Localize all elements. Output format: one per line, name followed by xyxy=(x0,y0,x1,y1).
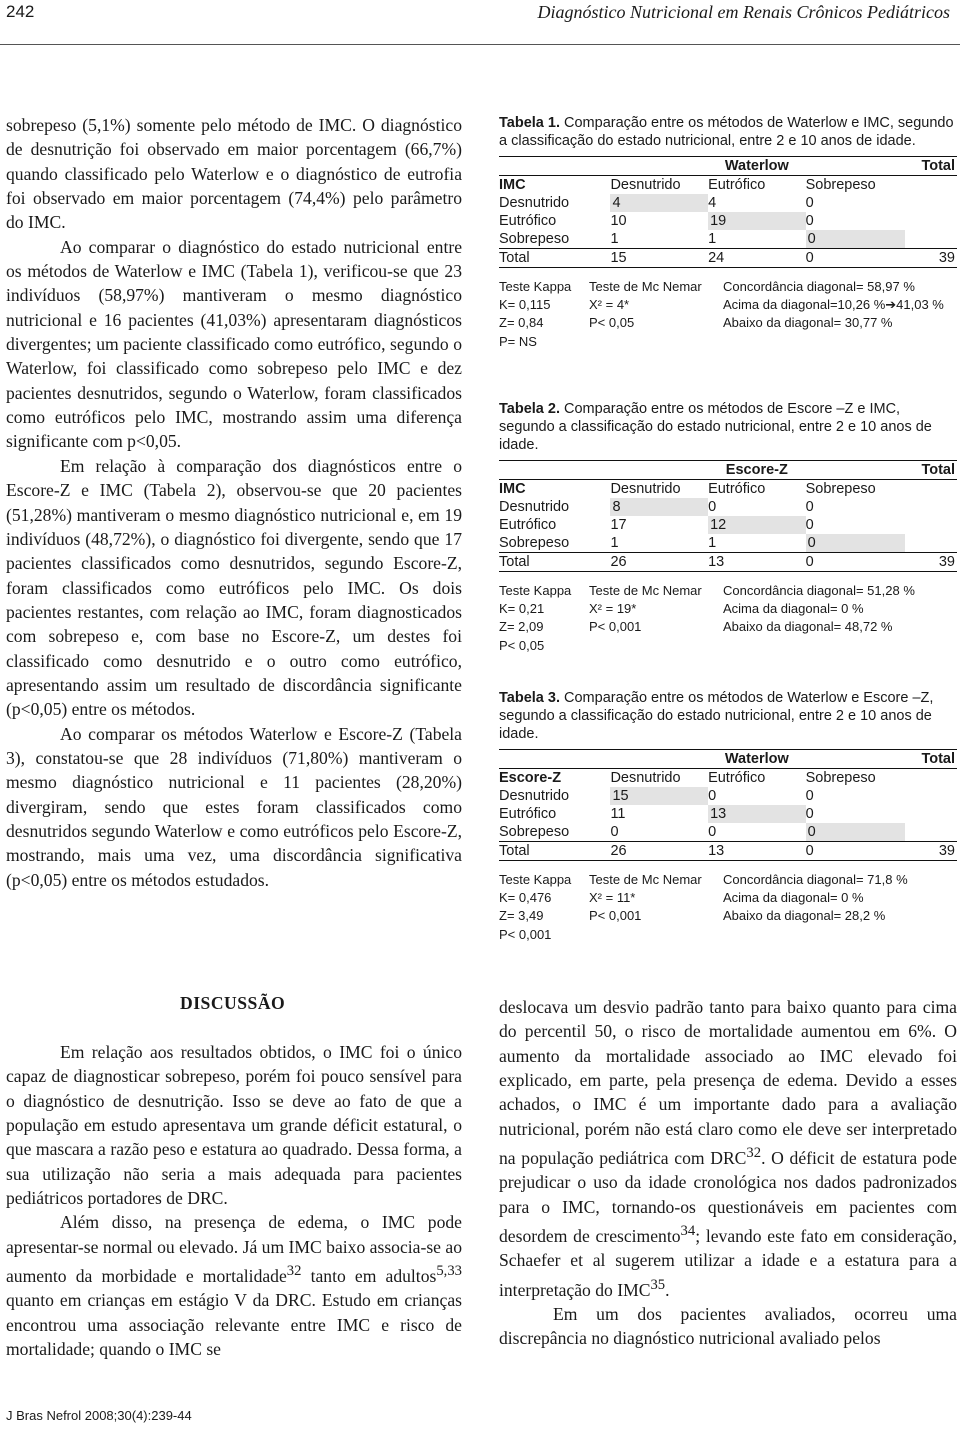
paragraph: Em relação aos resultados obtidos, o IMC foi o único capaz de diagnosticar sobrepeso, porém foi pouco sensível para o diagnóstico de desnutrição. Isso se deve ao fato de que a população em estudo apresentava um grande déficit estatural, o que mascara a razão peso e estatura ao quadrado. Dessa forma, a sua utilização não seria a mais adequada para pacientes pediátricos portadores de DRC. xyxy=(6,1042,462,1209)
row-group-header: IMC xyxy=(499,176,610,195)
discussion-left-column xyxy=(6,1040,462,1361)
statistics-block: Teste Kappa Teste de Mc Nemar Concordância diagonal= 71,8 % K= 0,476 X² = 11* Acima da diagonal= 0 % Z= 3,49 P< 0,001 Abaixo da diagonal= 28,2 % P< 0,001 xyxy=(499,872,908,942)
discussion-right-column xyxy=(499,995,957,1350)
contingency-table xyxy=(499,156,957,268)
contingency-table xyxy=(499,460,957,572)
paragraph: Além disso, na presença de edema, o IMC pode apresentar-se normal ou elevado. Já um IMC baixo associa-se ao aumento da morbidade e mortalidade$^{32}$ tanto em adultos$^{5,33}$ quanto em crianças em estágio V da DRC. Estudo em crianças encontrou uma associação relevante entre IMC e risco de mortalidade; quando o IMC se xyxy=(6,1212,462,1359)
total-row: Total 26 13 0 39 xyxy=(499,554,955,570)
table-1 xyxy=(499,114,957,351)
paragraph: Em relação à comparação dos diagnósticos entre o Escore-Z e IMC (Tabela 2), observou-se que 20 pacientes (51,28%) mantiveram o mesmo diagnóstico nutricional e, em 19 indivíduos (48,72%), o diagnóstico foi divergente, sendo que 17 pacientes classificados como desnutridos, segundo Escore-Z, foram classificados como eutróficos pelo IMC. Os dois pacientes restantes, com relação ao IMC, foram diagnosticados com sobrepeso e, com base no Escore-Z, um destes foi classificado como desnutrido e o outro como eutrófico, apresentando assim um resultado de discordância significante (p<0,05) entre os métodos. xyxy=(6,455,462,720)
paragraph: Ao comparar os métodos Waterlow e Escore-Z (Tabela 3), constatou-se que 28 indivíduos (71,80%) mantiveram o mesmo diagnóstico nutricional e 11 pacientes (28,20%) divergiram, sendo que estes foram classificados como desnutridos segundo Waterlow e como eutróficos pelo Escore-Z, mostrando, mais uma vez, uma discordância significativa (p<0,05) entre os métodos estudados. xyxy=(6,723,462,890)
table-3 xyxy=(499,689,957,944)
paragraph: sobrepeso (5,1%) somente pelo método de IMC. O diagnóstico de desnutrição foi observado em maior porcentagem (66,7%) quando classificado pelo Waterlow e o diagnóstico de eutrofia foi observado em maior porcentagem (74,4%) pelo parâmetro do IMC. xyxy=(6,115,462,233)
table-row: Desnutrido 15 0 0 xyxy=(499,788,814,804)
citation-superscript: 5,33 xyxy=(436,1263,462,1280)
column-header: Desnutrido xyxy=(610,769,708,788)
column-header: Eutrófico xyxy=(708,480,806,499)
table-row: Eutrófico 10 19 0 xyxy=(499,213,814,229)
table-caption: Tabela 1. Comparação entre os métodos de Waterlow e IMC, segundo a classificação do estado nutricional, entre 2 e 10 anos de idade. xyxy=(499,115,954,149)
column-group-header: Escore-Z xyxy=(708,461,806,480)
total-header: Total xyxy=(905,461,957,480)
results-text-column xyxy=(6,113,462,892)
paragraph: Ao comparar o diagnóstico do estado nutricional entre os métodos de Waterlow e IMC (Tabela 1), verificou-se que 23 indivíduos (58,97%) mantiveram o mesmo diagnóstico nutricional e 16 pacientes (41,03%) apresentaram diagnósticos divergentes; um paciente classificado como eutrófico, segundo o Waterlow, foi classificado como sobrepeso pelo IMC e dez pacientes desnutridos, segundo o Waterlow, foram classificados como eutróficos pelo IMC, mostrando assim uma diferença significante com p<0,05. xyxy=(6,236,462,452)
table-caption: Tabela 3. Comparação entre os métodos de Waterlow e Escore –Z, segundo a classificação do estado nutricional, entre 2 e 10 anos de idade. xyxy=(499,690,934,742)
citation-superscript: 35 xyxy=(650,1276,666,1293)
column-group-header: Waterlow xyxy=(708,750,806,769)
journal-citation: J Bras Nefrol 2008;30(4):239-44 xyxy=(6,1408,192,1423)
total-header: Total xyxy=(905,750,957,769)
citation-superscript: 32 xyxy=(746,1145,762,1162)
citation-superscript: 34 xyxy=(680,1222,696,1239)
total-row: Total 15 24 0 39 xyxy=(499,250,955,266)
column-header: Desnutrido xyxy=(610,176,708,195)
statistics-block: Teste Kappa Teste de Mc Nemar Concordância diagonal= 51,28 % K= 0,21 X² = 19* Acima da diagonal= 0 % Z= 2,09 P< 0,001 Abaixo da diagonal= 48,72 % P< 0,05 xyxy=(499,583,915,653)
column-header: Sobrepeso xyxy=(806,480,906,499)
table-row: Desnutrido 8 0 0 xyxy=(499,499,814,515)
running-title: Diagnóstico Nutricional em Renais Crônicos Pediátricos xyxy=(537,2,950,22)
header-divider xyxy=(0,44,960,45)
table-row: Sobrepeso 0 0 0 xyxy=(499,823,957,842)
contingency-table xyxy=(499,749,957,861)
column-header: Sobrepeso xyxy=(806,176,906,195)
row-group-header: IMC xyxy=(499,480,610,499)
statistics-block: Teste Kappa Teste de Mc Nemar Concordância diagonal= 58,97 % K= 0,115 X² = 4* Acima da diagonal=10,26 %➔41,03 % Z= 0,84 P< 0,05 Abaixo da diagonal= 30,77 % P= NS xyxy=(499,279,944,349)
paragraph: Em um dos pacientes avaliados, ocorreu uma discrepância no diagnóstico nutricional avaliado pelos xyxy=(499,1303,957,1349)
table-row: Eutrófico 17 12 0 xyxy=(499,517,814,533)
page-number: 242 xyxy=(6,2,35,21)
table-row: Sobrepeso 1 1 0 xyxy=(499,534,957,553)
table-row: Sobrepeso 1 1 0 xyxy=(499,230,957,249)
table-caption: Tabela 2. Comparação entre os métodos de Escore –Z e IMC, segundo a classificação do estado nutricional, entre 2 e 10 anos de idade. xyxy=(499,401,932,453)
table-row: Desnutrido 4 4 0 xyxy=(499,195,814,211)
section-heading: DISCUSSÃO xyxy=(180,993,286,1013)
row-group-header: Escore-Z xyxy=(499,769,610,788)
total-header: Total xyxy=(905,157,957,176)
column-header: Sobrepeso xyxy=(806,769,906,788)
column-group-header: Waterlow xyxy=(708,157,806,176)
column-header: Eutrófico xyxy=(708,176,806,195)
column-header: Eutrófico xyxy=(708,769,806,788)
table-2 xyxy=(499,400,957,655)
column-header: Desnutrido xyxy=(610,480,708,499)
paragraph: deslocava um desvio padrão tanto para baixo quanto para cima do percentil 50, o risco de mortalidade aumentou em 6%. O aumento da mortalidade associado ao IMC elevado foi explicado, em parte, pela presença de edema. Devido a esses achados, o IMC é um importante dado para a avaliação nutricional, porém não está claro como ele deve ser interpretado na população pediátrica com DRC$^{32}$. O déficit de estatura pode prejudicar o uso da idade cronológica nos dados padronizados para o IMC, tornando-os questionáveis em pacientes com desordem de crescimento$^{34}$; levando este fato em consideração, Schaefer et al sugerem utilizar a idade e a estatura para a interpretação do IMC$^{35}$. xyxy=(499,997,957,1300)
table-row: Eutrófico 11 13 0 xyxy=(499,806,814,822)
citation-superscript: 32 xyxy=(286,1263,302,1280)
total-row: Total 26 13 0 39 xyxy=(499,843,955,859)
